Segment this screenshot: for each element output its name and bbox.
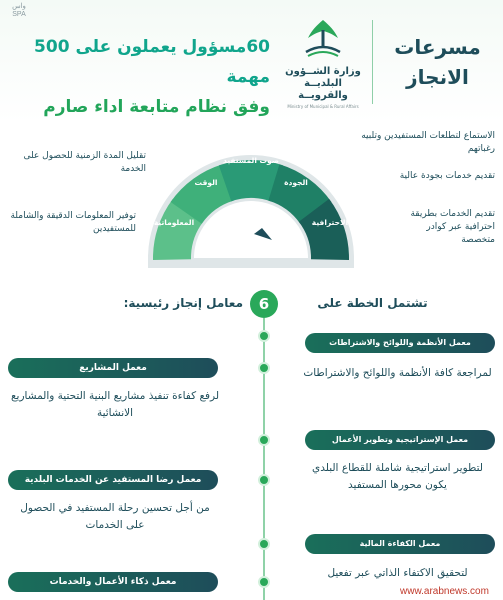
timeline-dot (258, 330, 270, 342)
spa-logo-en: SPA (12, 11, 26, 18)
timeline-line (263, 318, 265, 600)
plan-header: تشتمل الخطة على (317, 296, 428, 310)
brand-title (380, 32, 495, 92)
spa-logo-ar: واس (12, 3, 26, 10)
gauge-label-time: الوقت (194, 178, 218, 187)
ministry-name: وزارة الشــؤون البلديــة والقرويــة (285, 66, 361, 101)
plan-item-strategy: معمل الإستراتيجية وتطوير الأعمال (305, 430, 495, 450)
lab-desc-satisfaction: من أجل تحسين رحلة المستفيد في الحصول على الخدمات (20, 502, 210, 531)
lab-desc-projects: لرفع كفاءة تنفيذ مشاريع البنية التحتية والمشاريع الانشائية (10, 390, 220, 419)
header-divider (372, 20, 373, 104)
note-professionalism: تقديم الخدمات بطريقة احترافية عبر كوادر متخصصة (410, 209, 495, 245)
timeline-dot (258, 538, 270, 550)
labs-header: معامل إنجاز رئيسية: (123, 296, 243, 310)
headline-line-1: 60مسؤول يعملون على 500 مهمة (34, 37, 270, 87)
gauge-label-quality: الجودة (284, 178, 308, 187)
plan-item-finance: معمل الكفاءة المالية (305, 534, 495, 554)
ministry-logo (283, 12, 363, 112)
labs-count-badge: 6 (250, 290, 278, 318)
timeline-dot (258, 576, 270, 588)
spa-logo (4, 3, 34, 27)
plan-desc-finance: لتحقيق الاكتفاء الذاتي عبر تفعيل (327, 567, 468, 579)
note-time: تقليل المدة الزمنية للحصول على الخدمة (23, 151, 146, 174)
gauge-label-voice: صوت المستفيد (223, 156, 279, 165)
note-voice: الاستماع لتطلعات المستفيدين وتلبيه رغباتهم (361, 131, 495, 154)
timeline-dot (258, 362, 270, 374)
headline (20, 32, 270, 122)
plan-item-regulations: معمل الأنظمة واللوائح والاشتراطات (305, 333, 495, 353)
lab-item-projects: معمل المشاريع (8, 358, 218, 378)
lab-item-satisfaction: معمل رضا المستفيد عن الخدمات البلدية (8, 470, 218, 490)
speed-gauge (140, 130, 362, 270)
timeline-dot (258, 474, 270, 486)
brand-title-line-1: مسرعات (394, 35, 481, 59)
ministry-name-en: Ministry of Municipal & Rural Affairs (287, 104, 359, 109)
palm-emblem-icon (298, 12, 348, 62)
watermark: www.arabnews.com (400, 586, 489, 597)
lab-item-business-intelligence: معمل ذكاء الأعمال والخدمات (8, 572, 218, 592)
plan-desc-regulations: لمراجعة كافة الأنظمة واللوائح والاشتراطات (303, 367, 492, 379)
gauge-label-professionalism: الاحترافية (311, 218, 349, 227)
timeline-dot (258, 434, 270, 446)
note-quality: تقديم خدمات بجودة عالية (399, 171, 495, 181)
plan-desc-strategy: لتطوير استراتيجية شاملة للقطاع البلدي يكون محورها المستفيد (311, 462, 483, 491)
brand-title-line-2: الانجاز (406, 65, 469, 89)
gauge-label-information: المعلوماتية (153, 218, 195, 227)
headline-line-2: وفق نظام متابعة اداء صارم (43, 97, 270, 117)
gauge-svg (140, 130, 362, 270)
note-information: توفير المعلومات الدقيقة والشاملة للمستفيدين (10, 211, 136, 234)
